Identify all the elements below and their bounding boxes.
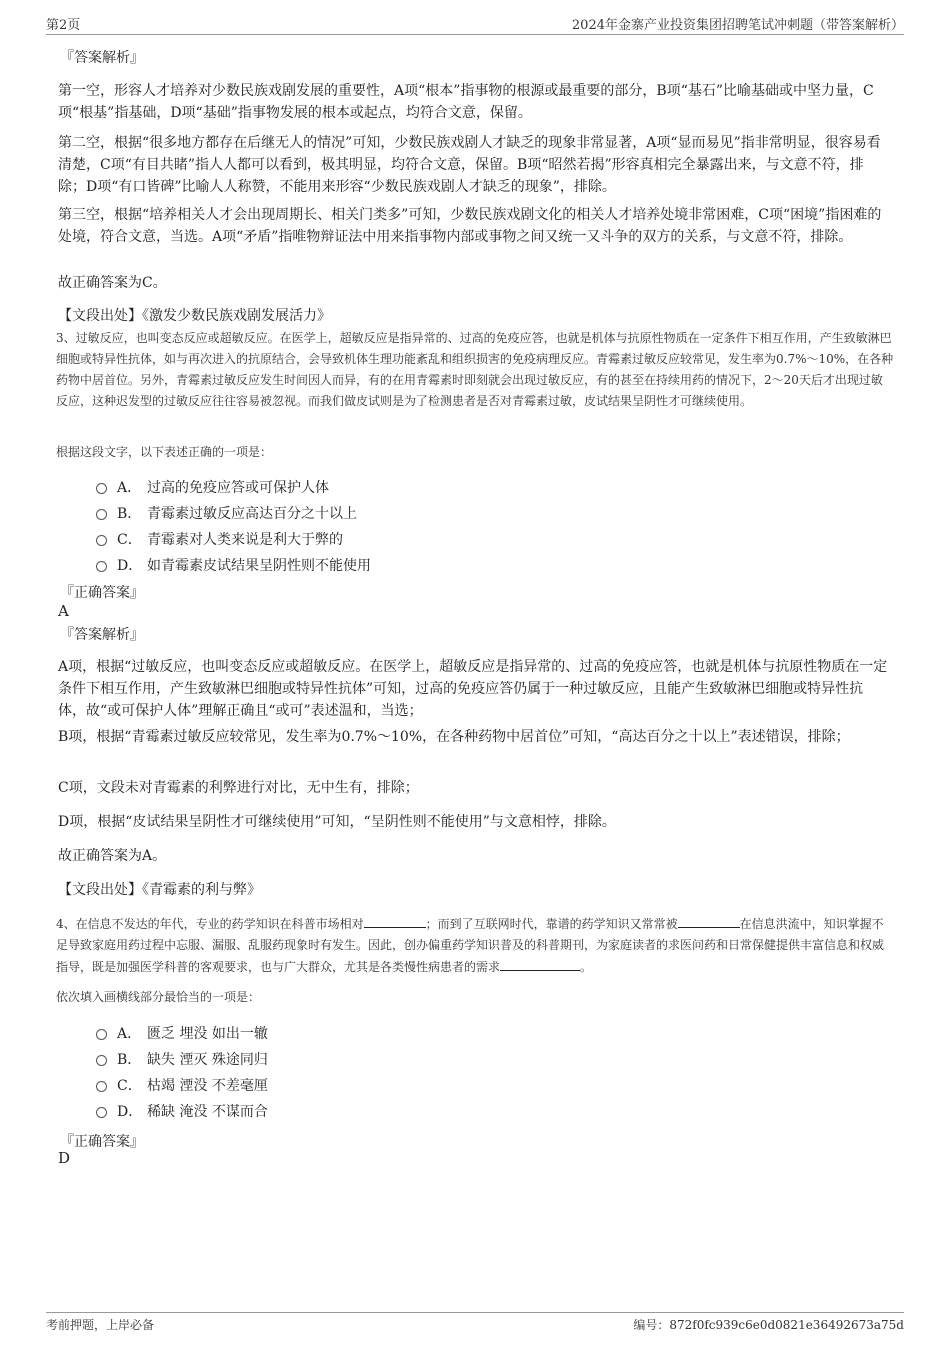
radio-button[interactable] [96, 1107, 107, 1118]
fill-blank [500, 956, 580, 971]
stem-text: ；而到了互联网时代，靠谱的药学知识又常常被 [425, 917, 678, 931]
radio-button[interactable] [96, 1055, 107, 1066]
radio-button[interactable] [96, 1081, 107, 1092]
question-prompt: 根据这段文字，以下表述正确的一项是： [56, 445, 273, 459]
option-letter: D． [117, 1104, 143, 1120]
option-d[interactable] [96, 1101, 268, 1123]
option-letter: A． [117, 1026, 142, 1042]
fill-blank [364, 913, 426, 928]
page-number: 第2页 [46, 18, 81, 33]
document-id: 编号：872f0fc939c6e0d0821e36492673a75d [633, 1318, 904, 1332]
correct-answer-tag: 『正确答案』 [60, 1134, 144, 1150]
footer-slogan: 考前押题，上岸必备 [46, 1318, 155, 1332]
option-letter: C． [117, 1078, 142, 1094]
option-text: 如青霉素皮试结果呈阴性则不能使用 [147, 558, 371, 574]
analysis-tag: 『答案解析』 [60, 627, 144, 643]
analysis-paragraph: 第三空，根据“培养相关人才会出现周期长、相关门类多”可知，少数民族戏剧文化的相关人才培养处境非常困难，C项“困境”指困难的处境，符合文意，当选。A项“矛盾”指唯物辩证法中用来指事物内部或事物之间又统一又斗争的双方的关系，与文意不符，排除。 [58, 207, 882, 245]
option-text: 稀缺 淹没 不谋而合 [147, 1104, 268, 1120]
document-title: 2024年金寨产业投资集团招聘笔试冲刺题（带答案解析） [571, 18, 904, 33]
analysis-paragraph: A项，根据“过敏反应，也叫变态反应或超敏反应。在医学上，超敏反应是指异常的、过高的免疫应答，也就是机体与抗原性物质在一定条件下相互作用，产生致敏淋巴细胞或特异性抗体”可知，过高的免疫应答仍属于一种过敏反应，且能产生致敏淋巴细胞或特异性抗体，故“或可保护人体”理解正确且“或可”表述温和，当选； [58, 659, 888, 719]
stem-text: 。 [580, 960, 593, 974]
page-header [46, 10, 904, 35]
radio-button[interactable] [96, 509, 107, 520]
source-citation: 【文段出处】《激发少数民族戏剧发展活力》 [58, 308, 331, 324]
option-c[interactable] [96, 529, 343, 551]
option-letter: B． [117, 1052, 142, 1068]
page-footer [46, 1312, 904, 1335]
stem-text: 在信息洪流中，知识掌握不足导致家庭用药过程中忘服、漏服、乱服药现象时有发生。因此，创办偏重药学知识普及的科普期刊，为家庭读者的求医问药和日常保健提供丰富信息和权威指导，既是加强医学科普的客观要求，也与广大群众，尤其是各类慢性病患者的需求 [56, 917, 885, 974]
option-a[interactable] [96, 477, 329, 499]
option-c[interactable] [96, 1075, 268, 1097]
analysis-paragraph: C项，文段未对青霉素的利弊进行对比，无中生有，排除； [58, 780, 419, 796]
answer-conclusion: 故正确答案为A。 [58, 848, 167, 864]
correct-answer: D [58, 1149, 71, 1167]
option-a[interactable] [96, 1023, 268, 1045]
option-letter: B． [117, 506, 142, 522]
fill-blank [678, 913, 740, 928]
option-letter: A． [117, 480, 142, 496]
radio-button[interactable] [96, 535, 107, 546]
option-text: 枯竭 湮没 不差毫厘 [147, 1078, 268, 1094]
option-text: 青霉素对人类来说是利大于弊的 [147, 532, 343, 548]
correct-answer-tag: 『正确答案』 [60, 585, 144, 601]
option-text: 缺失 湮灭 殊途同归 [147, 1052, 268, 1068]
analysis-paragraph: 第一空，形容人才培养对少数民族戏剧发展的重要性，A项“根本”指事物的根源或最重要的部分，B项“基石”比喻基础或中坚力量，C项“根基”指基础，D项“基础”指事物发展的根本或起点，均符合文意，保留。 [58, 83, 874, 121]
correct-answer: A [58, 602, 69, 620]
answer-conclusion: 故正确答案为C。 [58, 275, 167, 291]
analysis-paragraph: B项，根据“青霉素过敏反应较常见，发生率为0.7%～10%，在各种药物中居首位”可知，“高达百分之十以上”表述错误，排除； [58, 729, 850, 745]
analysis-paragraph: D项，根据“皮试结果呈阴性才可继续使用”可知，“呈阴性则不能使用”与文意相悖，排除。 [58, 814, 616, 830]
option-b[interactable] [96, 503, 357, 525]
option-letter: D． [117, 558, 143, 574]
question-stem [56, 913, 894, 978]
option-text: 青霉素过敏反应高达百分之十以上 [147, 506, 357, 522]
source-citation: 【文段出处】《青霉素的利与弊》 [58, 882, 261, 898]
radio-button[interactable] [96, 483, 107, 494]
analysis-paragraph: 第二空，根据“很多地方都存在后继无人的情况”可知，少数民族戏剧人才缺乏的现象非常显著，A项“显而易见”指非常明显，很容易看清楚，C项“有目共睹”指人人都可以看到，极其明显，均符合文意，保留。B项“昭然若揭”形容真相完全暴露出来，与文意不符，排除；D项“有口皆碑”比喻人人称赞，不能用来形容“少数民族戏剧人才缺乏的现象”，排除。 [58, 135, 881, 195]
option-letter: C． [117, 532, 142, 548]
analysis-tag: 『答案解析』 [60, 50, 144, 66]
radio-button[interactable] [96, 561, 107, 572]
question-prompt: 依次填入画横线部分最恰当的一项是： [56, 990, 261, 1004]
question-stem: 3、过敏反应，也叫变态反应或超敏反应。在医学上，超敏反应是指异常的、过高的免疫应答，也就是机体与抗原性物质在一定条件下相互作用，产生致敏淋巴细胞或特异性抗体，如与再次进入的抗原结合，会导致机体生理功能紊乱和组织损害的免疫病理反应。青霉素过敏反应较常见，发生率为0.7%～10%，在各种药物中居首位。另外，青霉素过敏反应发生时间因人而异，有的在用青霉素时即刻就会出现过敏反应，有的甚至在持续用药的情况下，2～20天后才出现过敏反应，这种迟发型的过敏反应往往容易被忽视。而我们做皮试则是为了检测患者是否对青霉素过敏，皮试结果呈阴性才可继续使用。 [56, 331, 894, 408]
stem-text: 4、在信息不发达的年代，专业的药学知识在科普市场相对 [56, 917, 364, 931]
option-text: 过高的免疫应答或可保护人体 [147, 480, 329, 496]
radio-button[interactable] [96, 1029, 107, 1040]
option-text: 匮乏 埋没 如出一辙 [147, 1026, 268, 1042]
option-b[interactable] [96, 1049, 268, 1071]
option-d[interactable] [96, 555, 371, 577]
